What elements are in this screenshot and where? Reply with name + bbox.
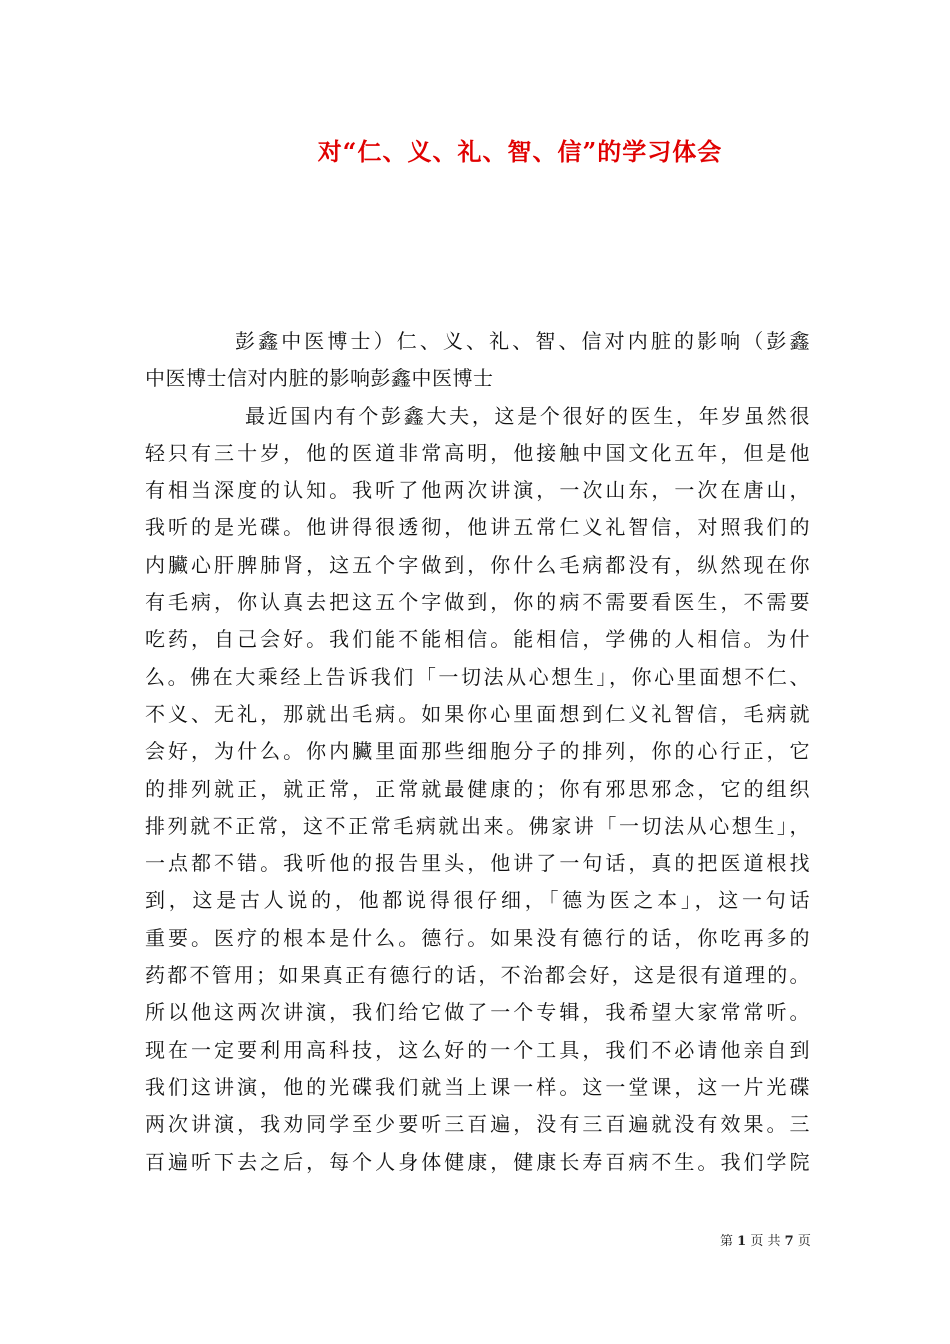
body-line: 的排列就正，就正常，正常就最健康的；你有邪思邪念，它的组织: [145, 776, 810, 801]
document-title: 对“仁、义、礼、智、信”的学习体会: [317, 137, 723, 166]
body-line: 有相当深度的认知。我听了他两次讲演，一次山东，一次在唐山，: [145, 478, 810, 503]
body-line: 会好，为什么。你内臟里面那些细胞分子的排列，你的心行正，它: [145, 739, 810, 764]
body-line: 我听的是光碟。他讲得很透彻，他讲五常仁义礼智信，对照我们的: [145, 515, 810, 540]
footer-total-pages: 7: [784, 1234, 794, 1249]
body-line: 内臟心肝脾肺肾，这五个字做到，你什么毛病都没有，纵然现在你: [145, 552, 810, 577]
body-line: 吃药，自己会好。我们能不能相信。能相信，学佛的人相信。为什: [145, 627, 810, 652]
document-body: [145, 323, 810, 1181]
body-line: 我们这讲演，他的光碟我们就当上课一样。这一堂课，这一片光碟: [145, 1074, 810, 1099]
body-line: 百遍听下去之后，每个人身体健康，健康长寿百病不生。我们学院: [145, 1149, 810, 1174]
body-line: 不义、无礼，那就出毛病。如果你心里面想到仁义礼智信，毛病就: [145, 701, 810, 726]
footer-page-number: 1: [737, 1234, 747, 1249]
footer-suffix: 页: [797, 1234, 811, 1249]
page-footer: [720, 1230, 810, 1249]
body-line: 彭鑫中医博士）仁、义、礼、智、信对内脏的影响（彭鑫: [235, 329, 810, 353]
body-line: 轻只有三十岁，他的医道非常高明，他接触中国文化五年，但是他: [145, 440, 810, 465]
body-line: 两次讲演，我劝同学至少要听三百遍，没有三百遍就没有效果。三: [145, 1112, 810, 1137]
body-line: 所以他这两次讲演，我们给它做了一个专辑，我希望大家常常听。: [145, 1000, 810, 1025]
body-line: 么。佛在大乘经上告诉我们「一切法从心想生」，你心里面想不仁、: [145, 664, 810, 689]
body-line: 一点都不错。我听他的报告里头，他讲了一句话，真的把医道根找: [145, 851, 810, 876]
footer-middle: 页 共: [750, 1234, 781, 1249]
body-line: 到，这是古人说的，他都说得很仔细，「德为医之本」，这一句话: [145, 888, 810, 913]
body-line: 药都不管用；如果真正有德行的话，不治都会好，这是很有道理的。: [145, 963, 810, 988]
footer-prefix: 第: [720, 1234, 734, 1249]
body-line: 中医博士信对内脏的影响彭鑫中医博士: [145, 366, 494, 391]
body-line: 最近国内有个彭鑫大夫，这是个很好的医生，年岁虽然很: [245, 403, 810, 428]
body-line: 现在一定要利用高科技，这么好的一个工具，我们不必请他亲自到: [145, 1037, 810, 1062]
body-line: 排列就不正常，这不正常毛病就出来。佛家讲「一切法从心想生」，: [145, 813, 810, 838]
body-line: 重要。医疗的根本是什么。德行。如果没有德行的话，你吃再多的: [145, 925, 810, 950]
body-line: 有毛病，你认真去把这五个字做到，你的病不需要看医生，不需要: [145, 590, 810, 615]
